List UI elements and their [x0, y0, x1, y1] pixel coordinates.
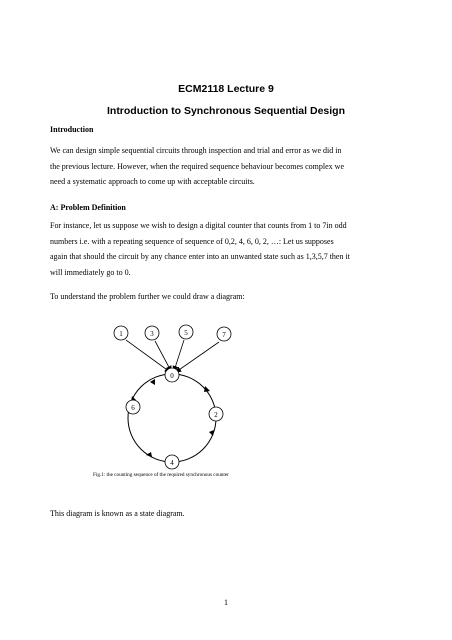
- state-label-2: 2: [214, 411, 218, 419]
- state-label-7: 7: [222, 331, 226, 339]
- closing-text: This diagram is known as a state diagram.: [50, 509, 185, 518]
- state-node-7: [217, 327, 231, 341]
- state-label-5: 5: [184, 329, 188, 337]
- cycle-arrowhead: [146, 452, 152, 457]
- problem-line: will immediately go to 0.: [50, 267, 131, 277]
- diagram-intro-text: To understand the problem further we could draw a diagram:: [50, 292, 245, 301]
- state-label-6: 6: [131, 404, 135, 412]
- problem-line: again that should the circuit by any chance enter into an unwanted state such as 1,3,5,7 then it: [50, 252, 350, 262]
- state-label-3: 3: [150, 330, 154, 338]
- problem-line: For instance, let us suppose we wish to design a digital counter that counts from 1 to 7in odd: [50, 221, 347, 230]
- section-heading-introduction: Introduction: [50, 125, 94, 134]
- cycle-arrowhead: [204, 386, 210, 392]
- figure-caption: Fig.1: the counting sequence of the required synchronous counter: [93, 472, 229, 478]
- state-node-5: [179, 325, 193, 339]
- state-cycle-ring: [128, 374, 216, 462]
- document-subtitle: Introduction to Synchronous Sequential Design: [106, 105, 345, 117]
- intro-line: the previous lecture. However, when the required sequence behaviour becomes complex we: [50, 161, 345, 171]
- state-node-0: [165, 368, 179, 382]
- state-label-0: 0: [170, 372, 174, 380]
- section-heading-problem-definition: A: Problem Definition: [50, 203, 126, 212]
- state-node-2: [209, 407, 223, 421]
- state-node-6: [126, 400, 140, 414]
- state-node-3: [145, 326, 159, 340]
- state-label-4: 4: [170, 459, 174, 467]
- transition-arrow-7-to-0: [176, 342, 219, 372]
- page-number: 1: [224, 598, 228, 607]
- cycle-arrowhead: [209, 430, 214, 436]
- intro-line: need a systematic approach to come up with acceptable circuits.: [50, 177, 255, 187]
- problem-line: numbers i.e. with a repeating sequence of sequence of 0,2, 4, 6, 0, 2, …: Let us supposes: [50, 236, 334, 246]
- state-node-4: [165, 455, 179, 469]
- state-node-1: [114, 326, 128, 340]
- document-title: ECM2118 Lecture 9: [178, 83, 274, 95]
- intro-line: We can design simple sequential circuits through inspection and trial and error as we did in: [50, 146, 342, 155]
- state-label-1: 1: [119, 330, 123, 338]
- transition-arrow-5-to-0: [174, 340, 184, 371]
